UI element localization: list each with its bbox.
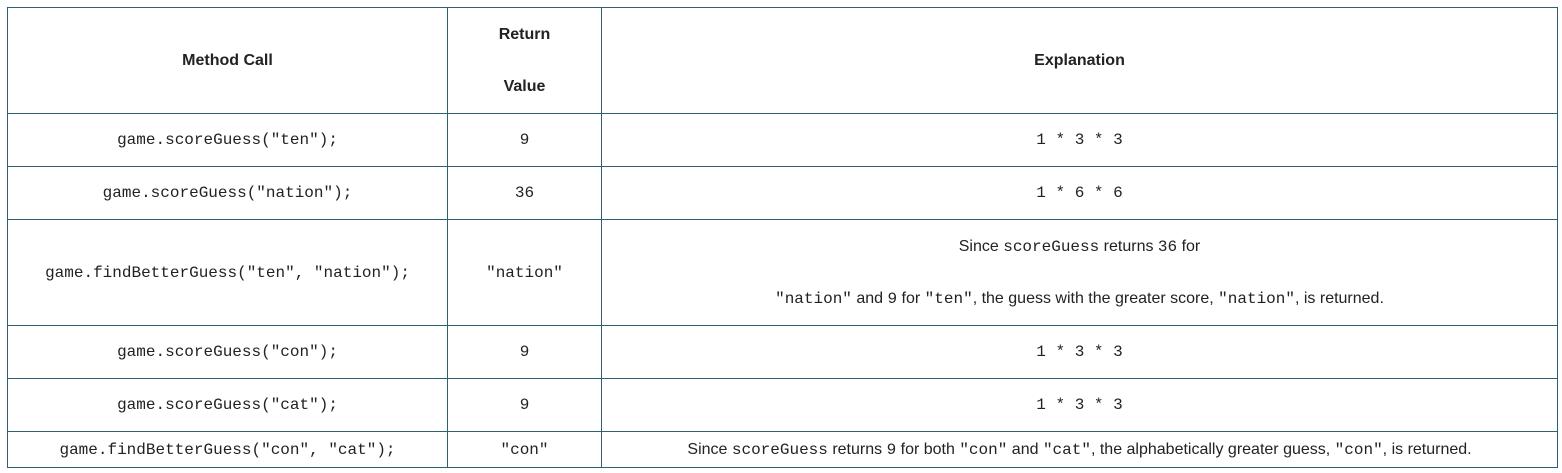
explanation-text: , is returned. <box>1382 440 1472 458</box>
header-return-value <box>448 8 602 114</box>
table-row <box>8 114 1558 167</box>
examples-table <box>7 7 1558 468</box>
explanation-text: for <box>897 289 925 307</box>
method-call-cell: game.scoreGuess("cat"); <box>8 379 448 432</box>
explanation-line-2 <box>610 273 1549 325</box>
explanation-text: for both <box>896 440 960 458</box>
explanation-text: , is returned. <box>1294 289 1384 307</box>
return-value-cell: 9 <box>448 114 602 167</box>
header-return-line2: Value <box>503 77 546 95</box>
explanation-text: for <box>1177 237 1201 255</box>
header-return-line1: Return <box>498 25 551 43</box>
return-value-cell: 9 <box>448 379 602 432</box>
explanation-code: 9 <box>887 289 898 308</box>
explanation-code: 9 <box>886 440 897 459</box>
explanation-text: , the guess with the greater score, <box>972 289 1219 307</box>
table-row <box>8 326 1558 379</box>
explanation-text: , the alphabetically greater guess, <box>1090 440 1335 458</box>
explanation-text: Since <box>958 237 1004 255</box>
header-explanation: Explanation <box>602 8 1558 114</box>
explanation-code: "ten" <box>924 289 973 308</box>
explanation-code: scoreGuess <box>1003 237 1100 256</box>
explanation-code: "con" <box>959 440 1008 459</box>
explanation-cell: 1 * 3 * 3 <box>602 326 1558 379</box>
table-row <box>8 167 1558 220</box>
method-call-cell: game.scoreGuess("con"); <box>8 326 448 379</box>
method-call-cell: game.findBetterGuess("ten", "nation"); <box>8 220 448 326</box>
explanation-cell: 1 * 6 * 6 <box>602 167 1558 220</box>
return-value-cell: "nation" <box>448 220 602 326</box>
explanation-code: "nation" <box>1218 289 1295 308</box>
explanation-text: returns <box>1099 237 1158 255</box>
explanation-code: "nation" <box>775 289 852 308</box>
explanation-cell: 1 * 3 * 3 <box>602 379 1558 432</box>
explanation-cell <box>602 432 1558 468</box>
explanation-code: 36 <box>1157 237 1178 256</box>
explanation-code: "cat" <box>1042 440 1091 459</box>
return-value-cell: 36 <box>448 167 602 220</box>
table-row <box>8 220 1558 326</box>
explanation-cell: 1 * 3 * 3 <box>602 114 1558 167</box>
explanation-text: Since <box>687 440 732 458</box>
explanation-code: "con" <box>1334 440 1383 459</box>
explanation-text: and <box>1007 440 1043 458</box>
explanation-text: returns <box>827 440 887 458</box>
header-row <box>8 8 1558 114</box>
explanation-text: and <box>851 289 888 307</box>
table-row <box>8 432 1558 468</box>
table-row <box>8 379 1558 432</box>
method-call-cell: game.scoreGuess("ten"); <box>8 114 448 167</box>
explanation-cell <box>602 220 1558 326</box>
method-call-cell: game.findBetterGuess("con", "cat"); <box>8 432 448 468</box>
method-call-cell: game.scoreGuess("nation"); <box>8 167 448 220</box>
explanation-line-1 <box>610 221 1549 273</box>
return-value-cell: "con" <box>448 432 602 468</box>
explanation-code: scoreGuess <box>731 440 828 459</box>
return-value-cell: 9 <box>448 326 602 379</box>
header-method-call: Method Call <box>8 8 448 114</box>
